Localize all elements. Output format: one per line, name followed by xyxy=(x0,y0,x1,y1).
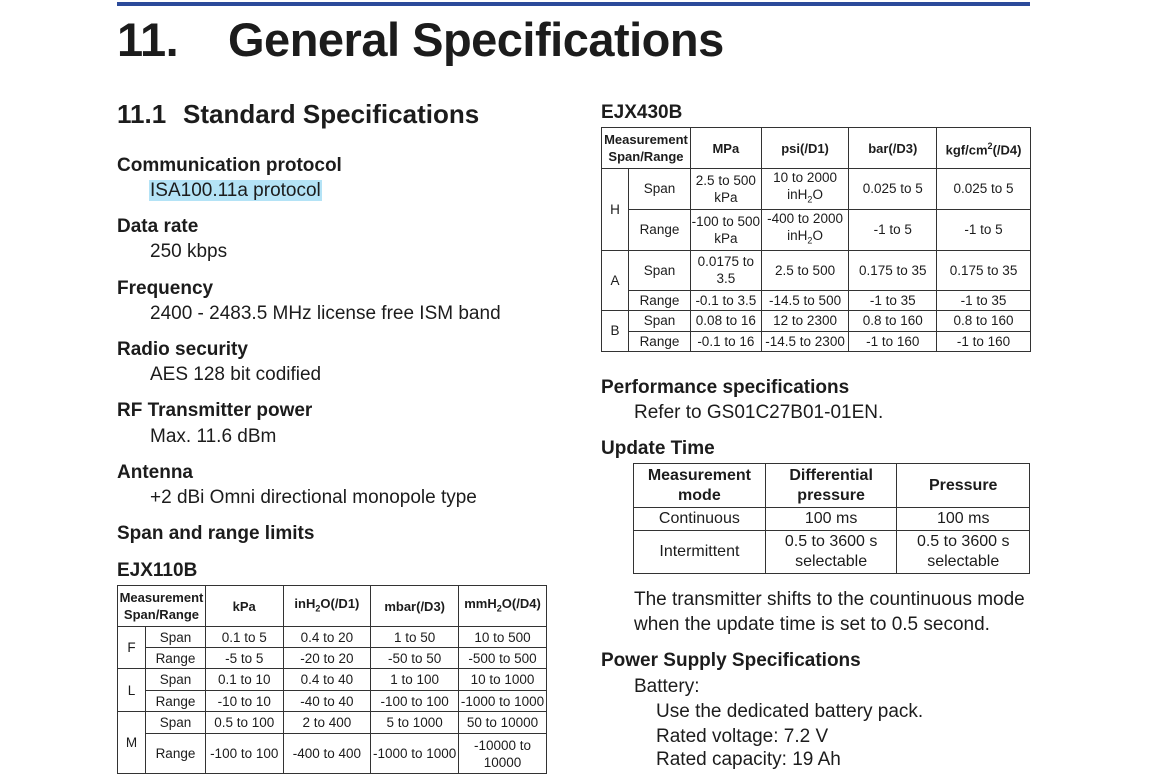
value-cell: 0.5 to 100 xyxy=(205,712,283,734)
value-cell: 1 to 100 xyxy=(371,669,459,691)
ejx430b-table xyxy=(601,127,1031,352)
value-cell: 0.025 to 5 xyxy=(937,169,1031,210)
mode-cell: Intermittent xyxy=(634,531,766,574)
chapter-title xyxy=(117,12,724,67)
table-row xyxy=(602,310,1031,331)
spec-value-rf-power: Max. 11.6 dBm xyxy=(150,426,277,447)
table-row xyxy=(602,331,1031,351)
power-supply-label: Power Supply Specifications xyxy=(601,650,861,671)
kind-cell: Span xyxy=(145,712,205,734)
value-cell: -400 to 2000 inH$_2$O xyxy=(761,209,849,250)
kind-cell: Range xyxy=(628,209,690,250)
spec-value-frequency: 2400 - 2483.5 MHz license free ISM band xyxy=(150,303,501,324)
header-kpa: kPa xyxy=(205,586,283,627)
value-cell: -1000 to 1000 xyxy=(371,734,459,774)
table-row xyxy=(118,691,547,712)
section-number: 11.1 xyxy=(117,99,167,129)
value-cell: 10 to 500 xyxy=(459,627,547,648)
value-cell: 100 ms xyxy=(765,508,897,531)
value-cell: 0.5 to 3600 s selectable xyxy=(765,531,897,574)
header-measurement: Measurement Span/Range xyxy=(118,586,206,627)
group-cell: M xyxy=(118,712,146,774)
header-mode: Measurement mode xyxy=(634,464,766,508)
value-cell: -50 to 50 xyxy=(371,648,459,669)
value-cell: -400 to 400 xyxy=(283,734,371,774)
value-cell: -10 to 10 xyxy=(205,691,283,712)
value-cell: 0.0175 to 3.5 xyxy=(690,250,761,290)
highlighted-text[interactable]: ISA100.11a protocol xyxy=(150,180,321,201)
value-cell: 0.175 to 35 xyxy=(849,250,937,290)
spec-label-radio-security: Radio security xyxy=(117,339,248,360)
update-time-table xyxy=(633,463,1030,574)
value-cell: 10 to 1000 xyxy=(459,669,547,691)
value-cell: -100 to 100 xyxy=(205,734,283,774)
table-header-row xyxy=(602,128,1031,169)
kind-cell: Range xyxy=(145,691,205,712)
value-cell: -20 to 20 xyxy=(283,648,371,669)
table-row xyxy=(118,734,547,774)
table-row xyxy=(118,627,547,648)
value-cell: 0.025 to 5 xyxy=(849,169,937,210)
header-pressure: Pressure xyxy=(897,464,1030,508)
header-mbar: mbar(/D3) xyxy=(371,586,459,627)
value-cell: -1 to 160 xyxy=(849,331,937,351)
value-cell: 2.5 to 500 xyxy=(761,250,849,290)
spec-value-data-rate: 250 kbps xyxy=(150,241,228,262)
value-cell: 0.1 to 10 xyxy=(205,669,283,691)
value-cell: -100 to 100 xyxy=(371,691,459,712)
group-cell: F xyxy=(118,627,146,669)
header-mmh2o: mmH$_2$O(/D4) xyxy=(459,586,547,627)
kind-cell: Span xyxy=(628,310,690,331)
value-cell: 1 to 50 xyxy=(371,627,459,648)
header-inh2o: inH$_2$O(/D1) xyxy=(283,586,371,627)
value-cell: -10000 to 10000 xyxy=(459,734,547,774)
header-mpa: MPa xyxy=(690,128,761,169)
value-cell: 0.1 to 5 xyxy=(205,627,283,648)
value-cell: -1 to 5 xyxy=(849,209,937,250)
value-cell: -1 to 5 xyxy=(937,209,1031,250)
table-row xyxy=(602,209,1031,250)
update-time-label: Update Time xyxy=(601,438,715,459)
value-cell: 0.5 to 3600 s selectable xyxy=(897,531,1030,574)
spec-value-antenna: +2 dBi Omni directional monopole type xyxy=(150,487,477,508)
kind-cell: Span xyxy=(145,669,205,691)
table-row xyxy=(602,169,1031,210)
value-cell: -100 to 500 kPa xyxy=(690,209,761,250)
group-cell: B xyxy=(602,310,629,351)
chapter-number: 11. xyxy=(117,13,179,66)
value-cell: 0.08 to 16 xyxy=(690,310,761,331)
value-cell: -14.5 to 2300 xyxy=(761,331,849,351)
spec-label-frequency: Frequency xyxy=(117,278,214,299)
header-psi: psi(/D1) xyxy=(761,128,849,169)
battery-line2: Rated voltage: 7.2 V xyxy=(656,726,829,747)
value-cell: 0.8 to 160 xyxy=(937,310,1031,331)
value-cell: 50 to 10000 xyxy=(459,712,547,734)
header-kgf: kgf/$cm^2(/D4)$ xyxy=(937,128,1031,169)
span-range-heading: Span and range limits xyxy=(117,523,315,544)
battery-label: Battery: xyxy=(634,676,700,697)
group-cell: L xyxy=(118,669,146,712)
value-cell: -0.1 to 3.5 xyxy=(690,290,761,310)
table-row xyxy=(602,250,1031,290)
value-cell: -1 to 35 xyxy=(937,290,1031,310)
spec-label-data-rate: Data rate xyxy=(117,216,199,237)
kind-cell: Range xyxy=(145,734,205,774)
table-header-row xyxy=(118,586,547,627)
battery-line1: Use the dedicated battery pack. xyxy=(656,701,924,722)
table-row xyxy=(634,531,1030,574)
value-cell: 0.175 to 35 xyxy=(937,250,1031,290)
value-cell: 12 to 2300 xyxy=(761,310,849,331)
spec-value-communication xyxy=(149,180,322,202)
value-cell: 2.5 to 500 kPa xyxy=(690,169,761,210)
header-bar: bar(/D3) xyxy=(849,128,937,169)
value-cell: 100 ms xyxy=(897,508,1030,531)
value-cell: -500 to 500 xyxy=(459,648,547,669)
value-cell: -1 to 35 xyxy=(849,290,937,310)
value-cell: -1 to 160 xyxy=(937,331,1031,351)
section-title xyxy=(117,99,479,130)
value-cell: -40 to 40 xyxy=(283,691,371,712)
table-header-row xyxy=(634,464,1030,508)
value-cell: -1000 to 1000 xyxy=(459,691,547,712)
value-cell: -5 to 5 xyxy=(205,648,283,669)
kind-cell: Range xyxy=(628,290,690,310)
spec-label-rf-power: RF Transmitter power xyxy=(117,400,313,421)
update-note-line2: when the update time is set to 0.5 second. xyxy=(634,614,990,635)
ejx430b-title: EJX430B xyxy=(601,102,683,123)
spec-label-communication: Communication protocol xyxy=(117,155,342,176)
header-differential: Differential pressure xyxy=(765,464,897,508)
kind-cell: Span xyxy=(145,627,205,648)
ejx110b-table xyxy=(117,585,547,774)
table-row xyxy=(118,712,547,734)
value-cell: 5 to 1000 xyxy=(371,712,459,734)
performance-value: Refer to GS01C27B01-01EN. xyxy=(634,402,884,423)
performance-label: Performance specifications xyxy=(601,377,850,398)
group-cell: H xyxy=(602,169,629,251)
value-cell: 0.4 to 20 xyxy=(283,627,371,648)
spec-label-antenna: Antenna xyxy=(117,462,193,483)
ejx110b-title: EJX110B xyxy=(117,560,198,581)
battery-line3: Rated capacity: 19 Ah xyxy=(656,749,841,770)
group-cell: A xyxy=(602,250,629,310)
spec-value-radio-security: AES 128 bit codified xyxy=(150,364,322,385)
kind-cell: Span xyxy=(628,250,690,290)
table-row xyxy=(634,508,1030,531)
mode-cell: Continuous xyxy=(634,508,766,531)
value-cell: 0.8 to 160 xyxy=(849,310,937,331)
value-cell: -14.5 to 500 xyxy=(761,290,849,310)
value-cell: 0.4 to 40 xyxy=(283,669,371,691)
kind-cell: Range xyxy=(628,331,690,351)
kind-cell: Span xyxy=(628,169,690,210)
header-rule xyxy=(117,2,1030,6)
kind-cell: Range xyxy=(145,648,205,669)
header-measurement: Measurement Span/Range xyxy=(602,128,691,169)
table-row xyxy=(118,669,547,691)
table-row xyxy=(602,290,1031,310)
value-cell: -0.1 to 16 xyxy=(690,331,761,351)
table-row xyxy=(118,648,547,669)
update-note-line1: The transmitter shifts to the countinuous mode xyxy=(634,589,1025,610)
value-cell: 2 to 400 xyxy=(283,712,371,734)
chapter-title-text: General Specifications xyxy=(228,13,724,66)
value-cell: 10 to 2000 inH$_2$O xyxy=(761,169,849,210)
section-title-text: Standard Specifications xyxy=(183,99,480,129)
